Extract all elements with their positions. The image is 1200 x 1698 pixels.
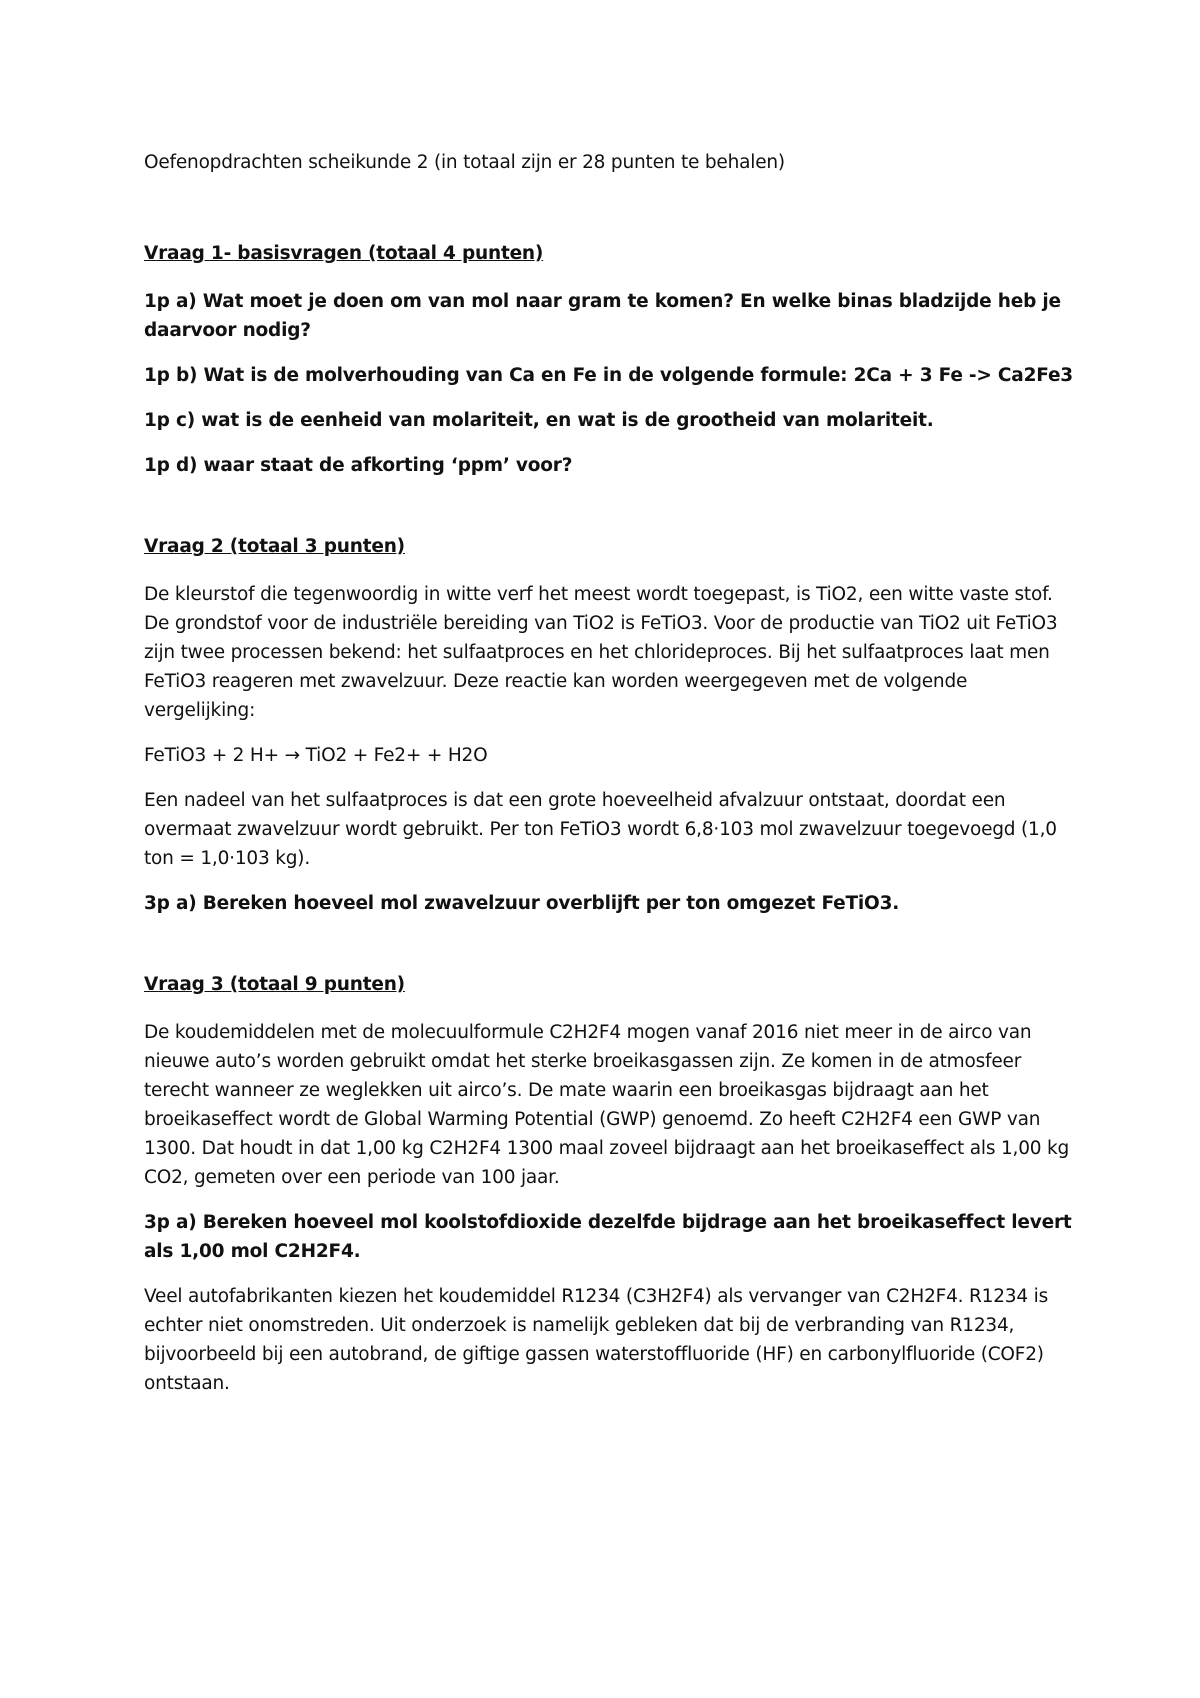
vraag2-question-a: 3p a) Bereken hoeveel mol zwavelzuur overblijft per ton omgezet FeTiO3. — [144, 893, 900, 914]
vraag3-text: Veel autofabrikanten kiezen het koudemiddel R1234 (C3H2F4) als vervanger van C2H2F4. R1234 is echter niet onomstreden. Uit onderzoek is namelijk gebleken dat bij de verbranding van R1234, bijvoorbeeld bij een autobrand, de giftige gassen waterstoffluoride (HF) en carbonylfluoride (COF2) ontstaan. — [144, 1286, 1049, 1394]
reaction-arrow-icon: → — [284, 745, 300, 766]
vraag2-equation — [144, 741, 1079, 770]
vraag3-intro: De koudemiddelen met de molecuulformule C2H2F4 mogen vanaf 2016 niet meer in de airco van nieuwe auto’s worden gebruikt omdat het sterke broeikasgassen zijn. Ze komen in de atmosfeer terecht wanneer ze weglekken uit airco’s. De mate waarin een broeikasgas bijdraagt aan het broeikaseffect wordt de Global Warming Potential (GWP) genoemd. Zo heeft C2H2F4 een GWP van 1300. Dat houdt in dat 1,00 kg C2H2F4 1300 maal zoveel bijdraagt aan het broeikaseffect als 1,00 kg CO2, gemeten over een periode van 100 jaar. — [144, 1022, 1070, 1188]
vraag1-question-b: 1p b) Wat is de molverhouding van Ca en Fe in de volgende formule: 2Ca + 3 Fe -> Ca2Fe3 — [144, 365, 1073, 386]
vraag2-intro: De kleurstof die tegenwoordig in witte verf het meest wordt toegepast, is TiO2, een witte vaste stof. De grondstof voor de industriële bereiding van TiO2 is FeTiO3. Voor de productie van TiO2 uit FeTiO3 zijn twee processen bekend: het sulfaatproces en het chlorideproces. Bij het sulfaatproces laat men FeTiO3 reageren met zwavelzuur. Deze reactie kan worden weergegeven met de volgende vergelijking: — [144, 584, 1058, 721]
document-title: Oefenopdrachten scheikunde 2 (in totaal zijn er 28 punten te behalen) — [144, 152, 785, 173]
vraag1-question-a: 1p a) Wat moet je doen om van mol naar gram te komen? En welke binas bladzijde heb je daarvoor nodig? — [144, 291, 1061, 341]
section-spacer — [144, 496, 1079, 532]
vraag3-question-a: 3p a) Bereken hoeveel mol koolstofdioxide dezelfde bijdrage aan het broeikaseffect levert als 1,00 mol C2H2F4. — [144, 1212, 1072, 1262]
equation-right: TiO2 + Fe2+ + H2O — [299, 745, 488, 766]
vraag1-heading: Vraag 1- basisvragen (totaal 4 punten) — [144, 243, 544, 264]
document-body — [144, 148, 1079, 1414]
vraag2-heading: Vraag 2 (totaal 3 punten) — [144, 536, 405, 557]
vraag3-heading: Vraag 3 (totaal 9 punten) — [144, 974, 405, 995]
equation-left: FeTiO3 + 2 H+ — [144, 745, 285, 766]
vraag1-question-c: 1p c) wat is de eenheid van molariteit, en wat is de grootheid van molariteit. — [144, 410, 934, 431]
vraag1-question-d: 1p d) waar staat de afkorting ‘ppm’ voor? — [144, 455, 573, 476]
section-spacer — [144, 934, 1079, 970]
vraag2-text: Een nadeel van het sulfaatproces is dat een grote hoeveelheid afvalzuur ontstaat, doordat een overmaat zwavelzuur wordt gebruikt. Per ton FeTiO3 wordt 6,8·103 mol zwavelzuur toegevoegd (1,0 ton = 1,0·103 kg). — [144, 790, 1057, 869]
